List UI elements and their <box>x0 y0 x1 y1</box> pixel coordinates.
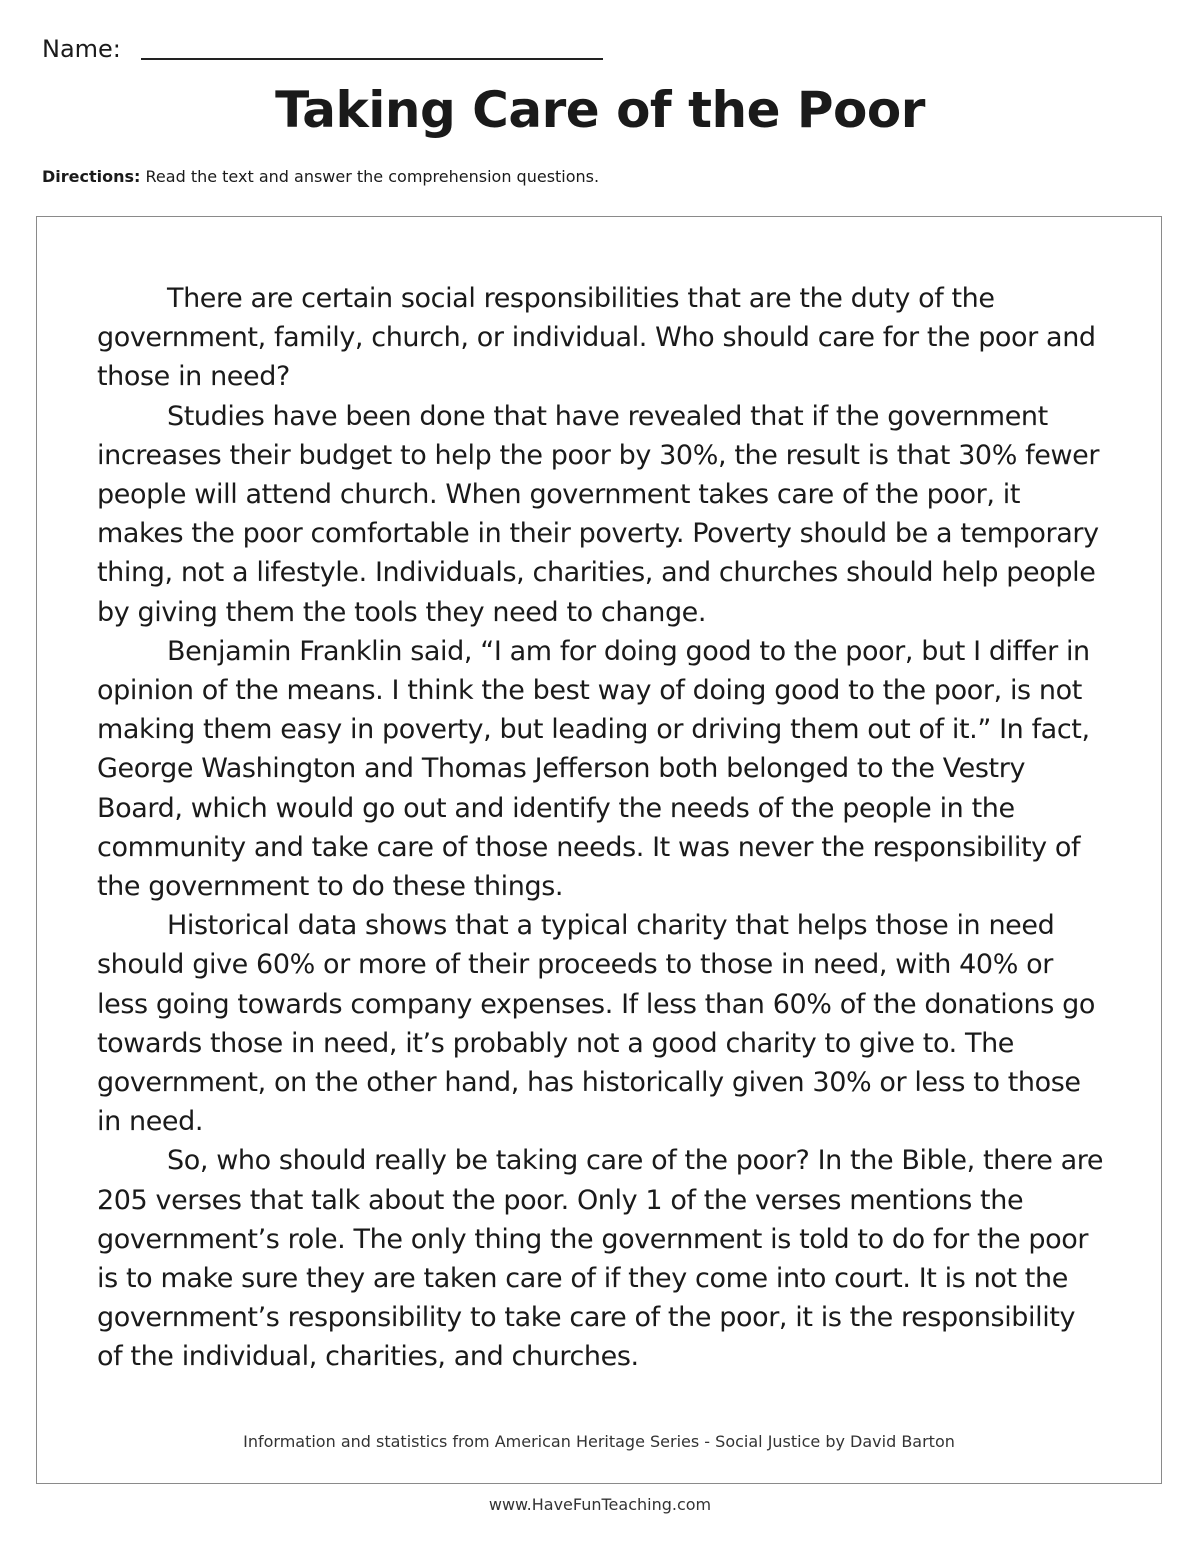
source-citation: Information and statistics from American Heritage Series - Social Justice by David Barton <box>243 1432 955 1451</box>
directions <box>42 166 599 188</box>
passage-paragraph-5: So, who should really be taking care of the poor? In the Bible, there are 205 verses that talk about the poor. Only 1 of the verses mentions the government’s role. The only thing the government is told to do for the poor is to make sure they are taken care of if they come into court. It is not the government’s responsibility to take care of the poor, it is the responsibility of the individual, charities, and churches. <box>97 1145 1104 1373</box>
name-blank-line[interactable] <box>141 57 603 60</box>
passage-paragraph-4: Historical data shows that a typical charity that helps those in need should give 60% or more of their proceeds to those in need, with 40% or less going towards company expenses. If less than 60% of the donations go towards those in need, it’s probably not a good charity to give to. The government, on the other hand, has historically given 30% or less to those in need. <box>97 910 1095 1138</box>
passage-text <box>97 279 1107 1377</box>
page-title: Taking Care of the Poor <box>275 81 925 139</box>
name-row <box>42 34 603 64</box>
passage-box <box>36 216 1162 1484</box>
name-label: Name: <box>42 35 121 63</box>
passage-paragraph-1: There are certain social responsibilities that are the duty of the government, family, church, or individual. Who should care for the poor and those in need? <box>97 283 1096 393</box>
directions-text: Read the text and answer the comprehension questions. <box>140 167 600 186</box>
passage-paragraph-2: Studies have been done that have revealed that if the government increases their budget to help the poor by 30%, the result is that 30% fewer people will attend church. When government takes care of the poor, it makes the poor comfortable in their poverty. Poverty should be a temporary thing, not a lifestyle. Individuals, charities, and churches should help people by giving them the tools they need to change. <box>97 400 1100 628</box>
passage-paragraph-3: Benjamin Franklin said, “I am for doing good to the poor, but I differ in opinion of the means. I think the best way of doing good to the poor, is not making them easy in poverty, but leading or driving them out of it.” In fact, George Washington and Thomas Jefferson both belonged to the Vestry Board, which would go out and identify the needs of the people in the community and take care of those needs. It was never the responsibility of the government to do these things. <box>97 635 1090 903</box>
footer-website: www.HaveFunTeaching.com <box>488 1495 712 1514</box>
directions-label: Directions: <box>42 167 141 186</box>
